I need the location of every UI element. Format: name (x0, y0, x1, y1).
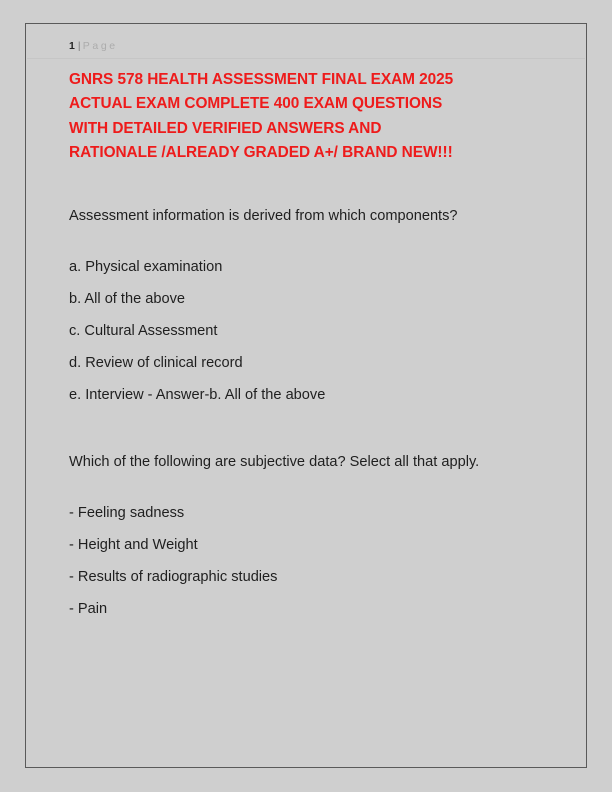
question-2-options (69, 497, 531, 625)
list-item: - Results of radiographic studies (69, 569, 278, 586)
spacer (69, 473, 531, 497)
document-body (69, 68, 531, 625)
list-item: b. All of the above (69, 291, 186, 308)
header-page-number: 1 (69, 40, 75, 52)
title-line-3: WITH DETAILED VERIFIED ANSWERS AND (69, 119, 382, 137)
page-header (69, 35, 566, 57)
document-page-frame (25, 23, 587, 768)
question-1-prompt: Assessment information is derived from which components? (69, 208, 458, 225)
list-item: a. Physical examination (69, 259, 223, 276)
question-2-prompt: Which of the following are subjective data? Select all that apply. (69, 454, 480, 471)
title-line-2: ACTUAL EXAM COMPLETE 400 EXAM QUESTIONS (69, 95, 443, 113)
list-item: - Height and Weight (69, 537, 198, 554)
header-page-label: Page (82, 40, 118, 52)
title-line-1: GNRS 578 HEALTH ASSESSMENT FINAL EXAM 2025 (69, 71, 454, 88)
title-line-4: RATIONALE /ALREADY GRADED A+/ BRAND NEW!!! (69, 143, 453, 161)
list-item: c. Cultural Assessment (69, 323, 218, 340)
document-page (26, 24, 586, 767)
list-item: - Pain (69, 601, 108, 618)
header-divider (27, 58, 585, 59)
spacer (69, 227, 531, 251)
header-separator: | (77, 40, 81, 52)
list-item: e. Interview - Answer-b. All of the above (69, 387, 326, 404)
question-1-options (69, 251, 531, 411)
list-item: - Feeling sadness (69, 505, 185, 522)
spacer (69, 165, 531, 205)
list-item: d. Review of clinical record (69, 355, 243, 372)
spacer (69, 411, 531, 451)
page-title (69, 68, 531, 165)
